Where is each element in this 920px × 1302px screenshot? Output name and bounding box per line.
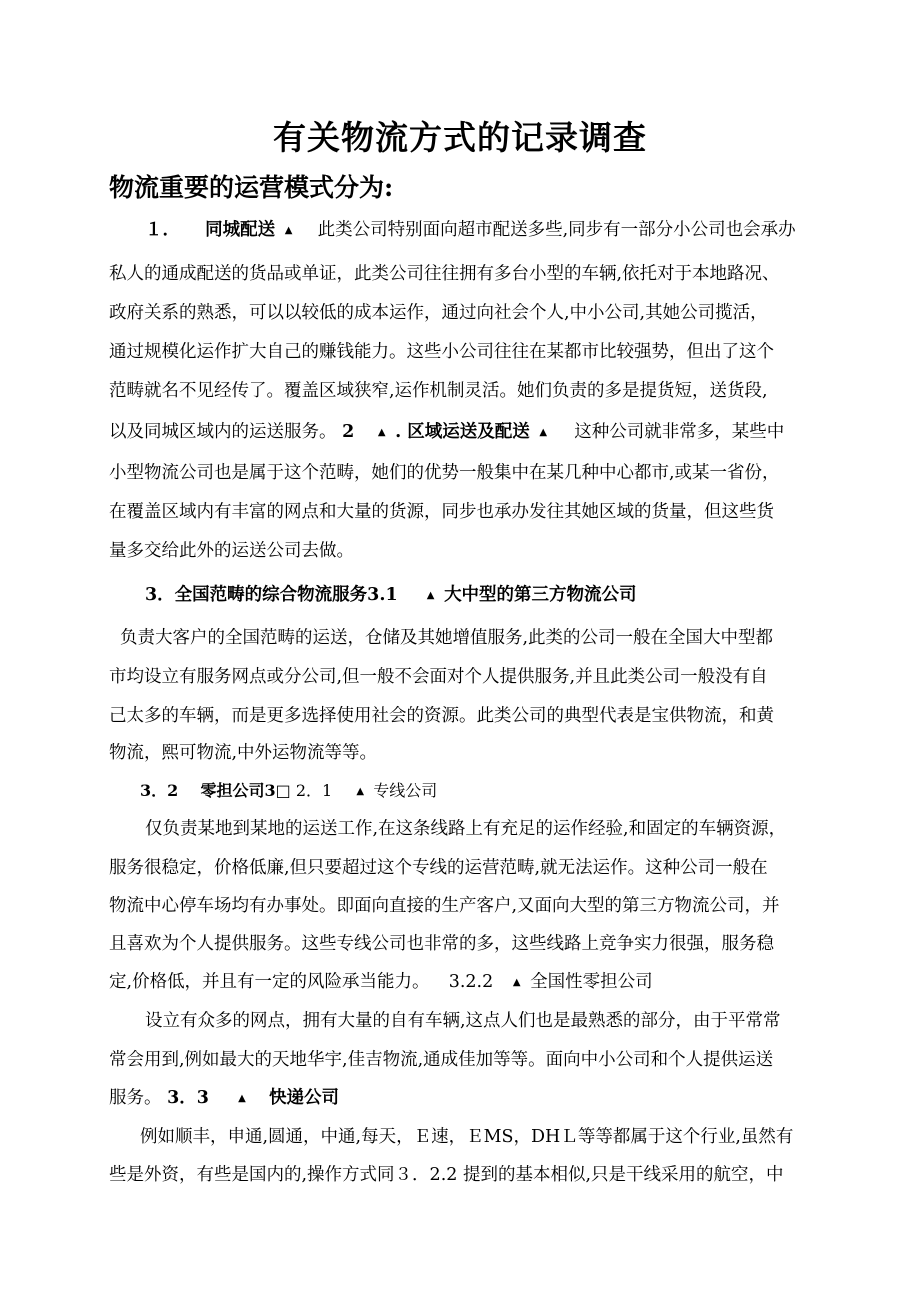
item-number: 3．3 [167,1088,209,1108]
paragraph-line [109,974,653,992]
paragraph-line: 负责大客户的全国范畴的运送，仓储及其她增值服务,此类的公司一般在全国大中型都 [120,628,774,648]
line-text: 定,价格低，并且有一定的风险承当能力。 [109,972,430,992]
item-subheading: 大中型的第三方物流公司 [444,585,637,605]
paragraph-line: 小型物流公司也是属于这个范畴，她们的优势一般集中在某几种中心都市,或某一省份， [109,463,780,483]
paragraph-line: 范畴就名不见经传了。覆盖区域狭窄,运作机制灵活。她们负责的多是提货短，送货段, [109,381,768,401]
paragraph-line: 服务很稳定，价格低廉,但只要超过这个专线的运营范畴,就无法运作。这种公司一般在 [109,858,768,878]
paragraph-line: 物流中心停车场均有办事处。即面向直接的生产客户,又面向大型的第三方物流公司，并 [109,896,780,916]
paragraph-line [109,1090,339,1108]
item-subnumber: 2．1 [295,781,333,800]
paragraph-line: 己太多的车辆，而是更多选择使用社会的资源。此类公司的典型代表是宝供物流，和黄 [109,706,774,726]
item-number: 3.2.2 [448,972,494,992]
paragraph-line [145,587,637,605]
item-heading: 同城配送 [205,220,276,240]
line-text: 这种公司就非常多，某些中 [574,422,785,442]
line-text: 以及同城区域内的运送服务。 [109,422,337,442]
line-text: 此类公司特别面向超市配送多些,同步有一部分小公司也会承办 [317,220,796,240]
paragraph-line: 物流，熙可物流,中外运物流等等。 [109,743,378,763]
marker-icon: ▲ [512,976,521,988]
line-text: 服务。 [109,1088,162,1108]
item-heading: 快递公司 [268,1088,339,1108]
item-number: 2 [342,422,355,442]
marker-icon: ▲ [356,785,365,797]
item-number: １． [145,220,180,240]
page-title: 有关物流方式的记录调查 [273,118,647,157]
paragraph-line: 政府关系的熟悉，可以以较低的成本运作，通过向社会个人,中小公司,其她公司揽活， [109,303,768,323]
paragraph-line [109,424,784,442]
section-heading: 物流重要的运营模式分为: [109,173,394,202]
marker-icon: ▲ [539,426,548,438]
item-subheading: 专线公司 [373,781,438,800]
paragraph-line [140,783,437,799]
marker-icon: ▲ [238,1092,246,1104]
placeholder-box: □ [275,781,291,800]
paragraph-line: 且喜欢为个人提供服务。这些专线公司也非常的多，这些线路上竞争实力很强，服务稳 [109,934,774,954]
paragraph-line: 通过规模化运作扩大自己的赚钱能力。这些小公司往往在某都市比较强势，但出了这个 [109,342,774,362]
paragraph-line: 常会用到,例如最大的天地华宇,佳吉物流,通成佳加等等。面向中小公司和个人提供运送 [109,1050,774,1070]
paragraph-line: 在覆盖区域内有丰富的网点和大量的货源，同步也承办发往其她区域的货量，但这些货 [109,502,774,522]
paragraph-line: 市均设立有服务网点或分公司,但一般不会面对个人提供服务,并且此类公司一般没有自 [109,667,768,687]
marker-icon: ▲ [377,426,386,438]
paragraph-line [145,222,796,240]
paragraph-line: 私人的通成配送的货品或单证，此类公司往往拥有多台小型的车辆,依托对于本地路况、 [109,264,780,284]
item-heading: . 区域运送及配送 [395,422,530,442]
item-heading: 零担公司3 [200,781,276,800]
paragraph-line: 例如顺丰，申通,圆通，中通,每天，Ｅ速，ＥMS，DHＬ等等都属于这个行业,虽然有 [140,1127,794,1147]
item-heading: 3．全国范畴的综合物流服务3.1 [145,585,398,605]
marker-icon: ▲ [426,589,435,601]
paragraph-line: 仅负责某地到某地的运送工作,在这条线路上有充足的运作经验,和固定的车辆资源， [145,819,787,839]
marker-icon: ▲ [284,224,293,236]
item-subheading: 全国性零担公司 [530,972,653,992]
paragraph-line: 量多交给此外的运送公司去做。 [109,541,354,561]
item-number: 3．2 [140,781,179,800]
paragraph-line: 设立有众多的网点，拥有大量的自有车辆,这点人们也是最熟悉的部分，由于平常常 [145,1011,781,1031]
paragraph-line: 些是外资，有些是国内的,操作方式同３．2.2 提到的基本相似,只是干线采用的航空，中 [109,1165,784,1185]
